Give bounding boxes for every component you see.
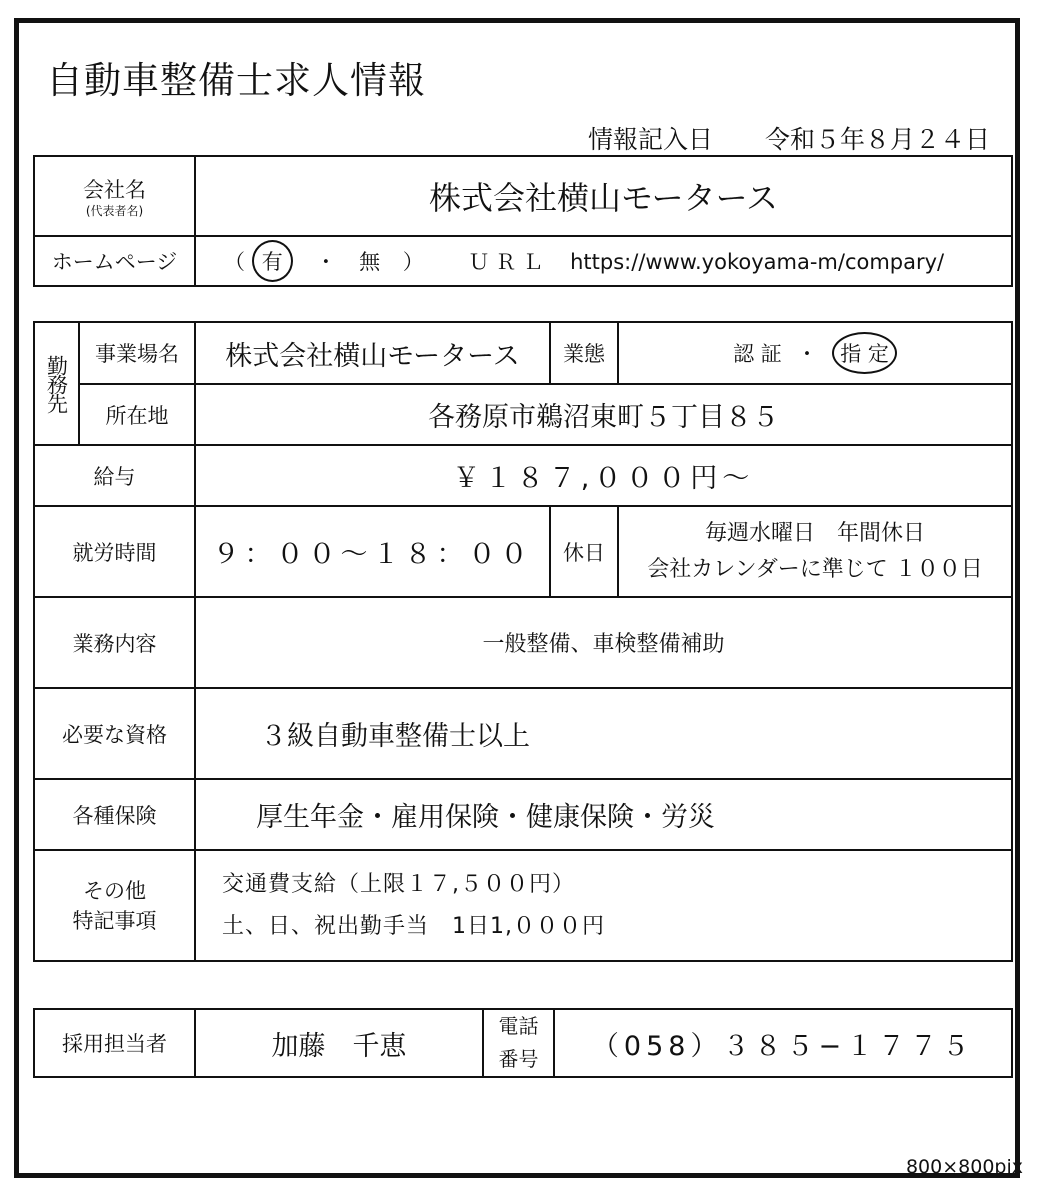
homepage-separator: ・ — [315, 250, 337, 274]
holiday-line-1: 毎週水曜日 年間休日 — [704, 520, 925, 546]
recruiter-label: 採用担当者 — [34, 1009, 195, 1077]
working-hours-value: ９：００～１８：００ — [195, 506, 550, 597]
qualification-value: ３級自動車整備士以上 — [195, 688, 1012, 779]
salary-value: ￥１８７,０００円～ — [195, 445, 1012, 506]
other-notes-line-2: 土、日、祝出勤手当 1日1,０００円 — [222, 913, 605, 939]
business-type-designated-circled: 指 定 — [832, 332, 897, 374]
job-details-table — [33, 321, 1013, 962]
workplace-name-label: 事業場名 — [79, 322, 195, 384]
working-hours-label: 就労時間 — [34, 506, 195, 597]
page-title: 自動車整備士求人情報 — [46, 59, 426, 102]
other-notes-line-1: 交通費支給（上限１７,５００円） — [222, 871, 575, 897]
date-value: 令和５年８月２４日 — [765, 125, 991, 154]
homepage-label: ホームページ — [34, 236, 195, 286]
image-size-note: 800×800pix — [905, 1156, 1023, 1178]
entry-date — [588, 120, 990, 156]
recruiter-name: 加藤 千恵 — [195, 1009, 483, 1077]
business-type-separator: ・ — [796, 342, 818, 366]
duties-value: 一般整備、車検整備補助 — [195, 597, 1012, 688]
phone-number[interactable]: （058）３８５−１７７５ — [554, 1009, 1012, 1077]
business-type-certified: 認 証 — [733, 342, 782, 366]
company-name-label-cell — [34, 156, 195, 236]
insurance-label: 各種保険 — [34, 779, 195, 850]
homepage-cell — [195, 236, 1012, 286]
homepage-no: 無 — [359, 250, 381, 274]
company-name-label: 会社名 — [83, 178, 146, 202]
address-value: 各務原市鵜沼東町５丁目８５ — [195, 384, 1012, 445]
phone-label-line-2: 番号 — [498, 1047, 539, 1071]
qualification-label: 必要な資格 — [34, 688, 195, 779]
other-notes-label — [34, 850, 195, 961]
contact-table — [33, 1008, 1013, 1078]
homepage-url[interactable]: https://www.yokoyama-m/compary/ — [570, 250, 945, 274]
business-type-label: 業態 — [550, 322, 618, 384]
homepage-open-paren: （ — [224, 250, 245, 274]
phone-label — [483, 1009, 554, 1077]
holiday-label: 休日 — [550, 506, 618, 597]
other-notes-label-line-1: その他 — [83, 878, 146, 903]
other-notes-label-line-2: 特記事項 — [72, 908, 157, 933]
salary-label: 給与 — [34, 445, 195, 506]
business-type-cell — [618, 322, 1012, 384]
phone-label-line-1: 電話 — [498, 1014, 539, 1038]
url-label: ＵＲＬ — [468, 250, 550, 274]
holiday-line-2: 会社カレンダーに準じて １００日 — [647, 556, 983, 582]
company-name-sublabel: (代表者名) — [85, 204, 144, 218]
homepage-close-paren: ） — [402, 250, 424, 274]
company-table — [33, 155, 1013, 287]
duties-label: 業務内容 — [34, 597, 195, 688]
holiday-cell — [618, 506, 1012, 597]
workplace-name: 株式会社横山モータース — [195, 322, 550, 384]
workplace-group-label: 勤務先 — [34, 322, 79, 445]
homepage-yes-circled: 有 — [252, 240, 293, 282]
company-name: 株式会社横山モータース — [195, 156, 1012, 236]
address-label: 所在地 — [79, 384, 195, 445]
insurance-value: 厚生年金・雇用保険・健康保険・労災 — [195, 779, 1012, 850]
date-label: 情報記入日 — [588, 125, 714, 154]
other-notes-cell — [195, 850, 1012, 961]
